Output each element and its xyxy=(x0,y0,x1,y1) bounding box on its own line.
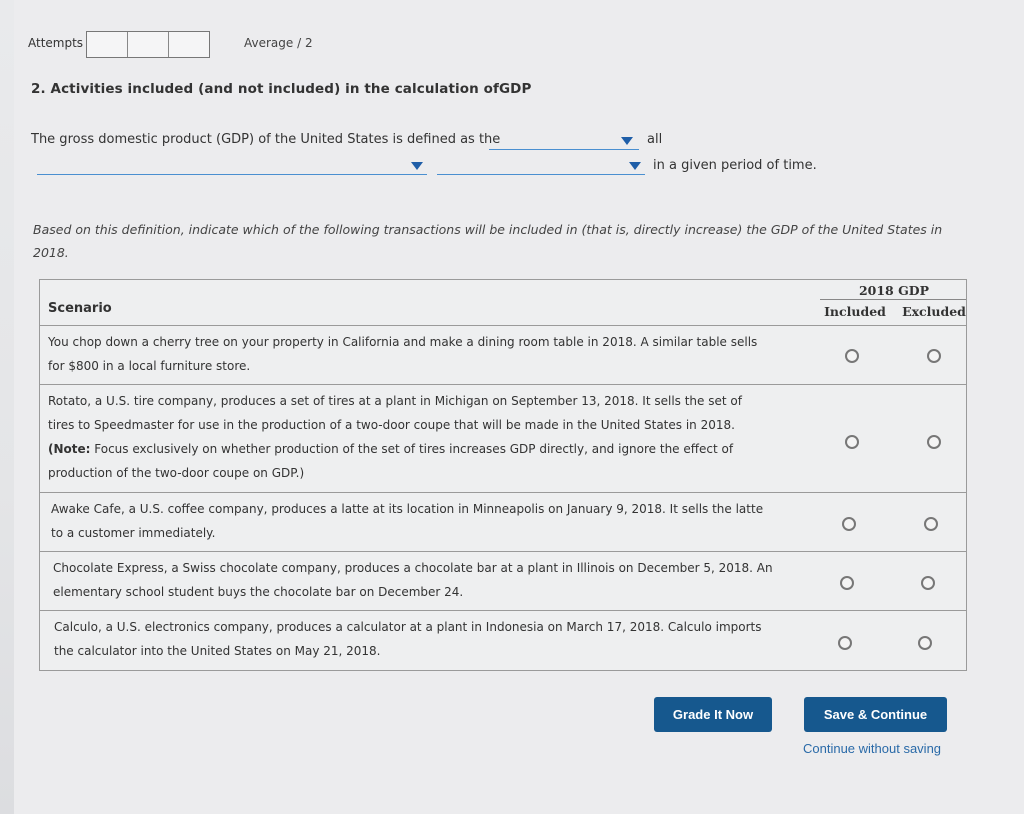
attempt-box-3 xyxy=(169,32,209,57)
scenario-text xyxy=(51,497,791,545)
table-row xyxy=(40,551,966,610)
column-header-included: Included xyxy=(824,304,886,319)
scenario-text xyxy=(48,330,788,378)
definition-text-part3: in a given period of time. xyxy=(653,158,817,173)
attempts-label: Attempts xyxy=(28,36,84,50)
table-row xyxy=(40,610,966,670)
definition-dropdown-2[interactable] xyxy=(37,160,427,175)
table-row xyxy=(40,492,966,551)
header-divider xyxy=(820,299,966,300)
caret-down-icon xyxy=(621,137,633,145)
scenario-line: production of the two-door coupe on GDP.) xyxy=(48,466,305,480)
scenario-text xyxy=(54,615,794,663)
definition-dropdown-3[interactable] xyxy=(437,160,645,175)
question-title: 2. Activities included (and not included) in the calculation ofGDP xyxy=(31,81,532,97)
radio-included[interactable] xyxy=(845,435,859,449)
scenario-line: You chop down a cherry tree on your property in California and make a dining room table in 2018. A similar table sells xyxy=(48,335,758,349)
scenario-line: to a customer immediately. xyxy=(51,526,216,540)
caret-down-icon xyxy=(629,162,641,170)
radio-excluded[interactable] xyxy=(927,349,941,363)
average-label: Average / 2 xyxy=(244,36,313,50)
radio-included[interactable] xyxy=(842,517,856,531)
radio-included[interactable] xyxy=(845,349,859,363)
radio-excluded[interactable] xyxy=(921,576,935,590)
scenario-line: Chocolate Express, a Swiss chocolate company, produces a chocolate bar at a plant in Illinois on December 5, 2018. An xyxy=(53,561,773,575)
definition-text-part1: The gross domestic product (GDP) of the United States is defined as the xyxy=(31,132,501,147)
note-label: (Note: xyxy=(48,442,91,456)
scenario-line: Rotato, a U.S. tire company, produces a set of tires at a plant in Michigan on September 13, 2018. It sells the set of xyxy=(48,394,742,408)
table-row xyxy=(40,384,966,493)
radio-excluded[interactable] xyxy=(918,636,932,650)
scenario-line: the calculator into the United States on May 21, 2018. xyxy=(54,644,381,658)
attempt-box-2 xyxy=(128,32,169,57)
radio-included[interactable] xyxy=(838,636,852,650)
instruction-text xyxy=(33,218,963,264)
radio-excluded[interactable] xyxy=(924,517,938,531)
scenario-line: (Note: Focus exclusively on whether production of the set of tires increases GDP directly, and ignore the effect of xyxy=(48,442,734,456)
column-header-scenario: Scenario xyxy=(48,301,112,316)
scenario-line: for $800 in a local furniture store. xyxy=(48,359,251,373)
radio-excluded[interactable] xyxy=(927,435,941,449)
save-and-continue-button[interactable]: Save & Continue xyxy=(804,697,947,732)
definition-text-part2: all xyxy=(647,132,663,147)
scenario-table xyxy=(39,279,967,671)
attempt-box-1 xyxy=(87,32,128,57)
continue-without-saving-link[interactable]: Continue without saving xyxy=(803,741,942,756)
scenario-text xyxy=(48,389,788,485)
scenario-text xyxy=(53,556,793,604)
scenario-line: tires to Speedmaster for use in the production of a two-door coupe that will be made in the United States in 2018. xyxy=(48,418,735,432)
scenario-line: elementary school student buys the chocolate bar on December 24. xyxy=(53,585,464,599)
table-row xyxy=(40,325,966,384)
caret-down-icon xyxy=(411,162,423,170)
column-header-group: 2018 GDP xyxy=(858,283,930,298)
scenario-line: Awake Cafe, a U.S. coffee company, produces a latte at its location in Minneapolis on January 9, 2018. It sells the latte xyxy=(51,502,764,516)
scenario-line: Calculo, a U.S. electronics company, produces a calculator at a plant in Indonesia on March 17, 2018. Calculo imports xyxy=(54,620,762,634)
grade-it-now-button[interactable]: Grade It Now xyxy=(654,697,772,732)
column-header-excluded: Excluded xyxy=(902,304,966,319)
instruction-line-1: Based on this definition, indicate which of the following transactions will be included in (that is, directly increase) the GDP of the United States in xyxy=(33,222,943,237)
instruction-line-2: 2018. xyxy=(33,245,69,260)
attempt-boxes xyxy=(86,31,210,58)
definition-dropdown-1[interactable] xyxy=(489,135,639,150)
radio-included[interactable] xyxy=(840,576,854,590)
